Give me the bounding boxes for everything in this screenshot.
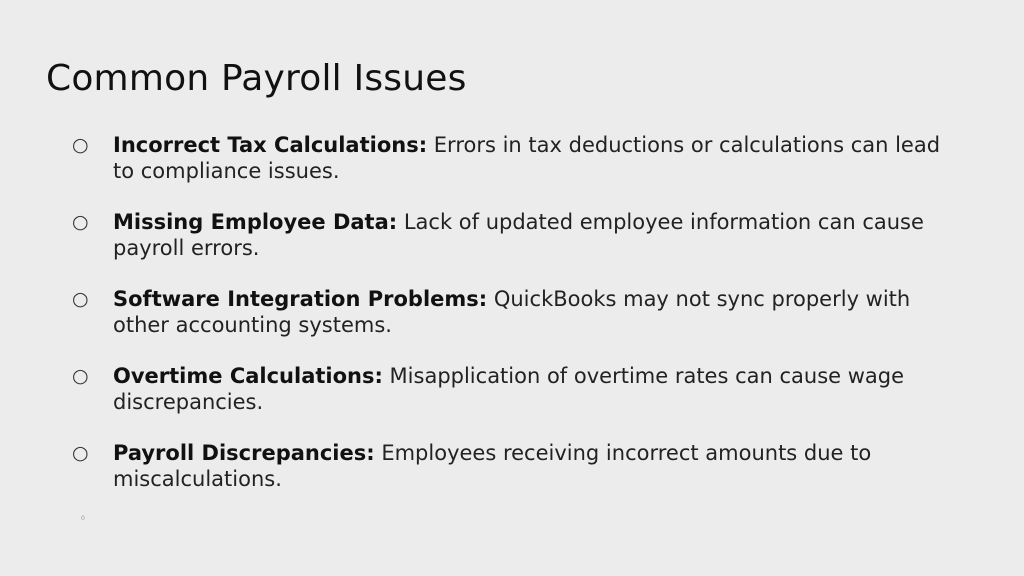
- bullet-term: Incorrect Tax Calculations:: [113, 133, 428, 157]
- bullet-text: QuickBooks may not sync properly with other accounting systems.: [113, 287, 911, 337]
- bullet-item-overtime-calculations: [70, 363, 950, 415]
- hollow-circle-bullet-icon: ○: [72, 134, 89, 156]
- hollow-circle-bullet-icon: ○: [72, 442, 89, 464]
- bullet-text: Lack of updated employee information can cause payroll errors.: [113, 210, 924, 260]
- bullet-text: Employees receiving incorrect amounts due to miscalculations.: [113, 441, 872, 491]
- bullet-list: [70, 132, 950, 517]
- hollow-circle-bullet-icon: ○: [72, 288, 89, 310]
- bullet-item-payroll-discrepancies: [70, 440, 950, 492]
- bullet-term: Missing Employee Data:: [113, 210, 398, 234]
- slide-title: Common Payroll Issues: [46, 58, 467, 99]
- bullet-text: Errors in tax deductions or calculations can lead to compliance issues.: [113, 133, 941, 183]
- slide-footnote-mark: 0: [81, 515, 85, 522]
- bullet-term: Overtime Calculations:: [113, 364, 383, 388]
- bullet-item-software-integration: [70, 286, 950, 338]
- hollow-circle-bullet-icon: ○: [72, 365, 89, 387]
- bullet-item-missing-employee-data: [70, 209, 950, 261]
- bullet-term: Payroll Discrepancies:: [113, 441, 375, 465]
- hollow-circle-bullet-icon: ○: [72, 211, 89, 233]
- bullet-term: Software Integration Problems:: [113, 287, 488, 311]
- bullet-text: Misapplication of overtime rates can cause wage discrepancies.: [113, 364, 905, 414]
- bullet-item-incorrect-tax: [70, 132, 950, 184]
